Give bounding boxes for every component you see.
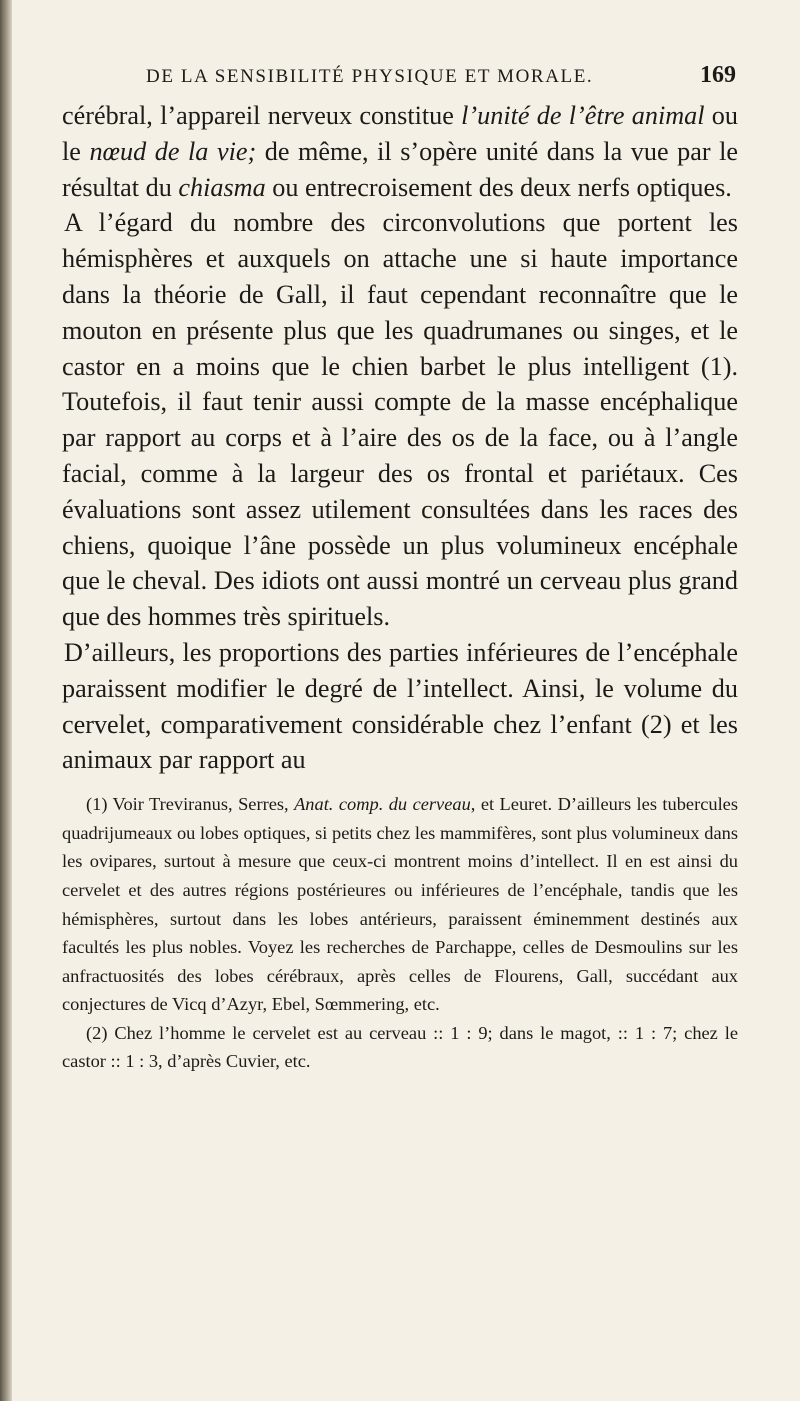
book-page bbox=[62, 62, 738, 1076]
book-gutter bbox=[0, 0, 12, 1401]
paragraph-1: cérébral, l’appareil nerveux constitue l’unité de l’être animal ou le nœud de la vie; de même, il s’opère unité dans la vue par le résultat du chiasma ou entrecroisement des deux nerfs optiques. bbox=[62, 101, 739, 202]
paragraph-3: D’ailleurs, les proportions des parties inférieures de l’encéphale paraissent modifier le degré de l’intellect. Ainsi, le volume du cervelet, comparativement considérable chez l’enfant (2) et les animaux par rapport au bbox=[62, 637, 738, 775]
paragraph-2: A l’égard du nombre des circonvolutions que portent les hémisphères et auxquels on attache une si haute importance dans la théorie de Gall, il faut cependant reconnaître que le mouton en présente plus que les quadrumanes ou singes, et le castor en a moins que le chien barbet le plus intelligent (1). Toutefois, il faut tenir aussi compte de la masse encéphalique par rapport au corps et à l’aire des os de la face, ou à l’angle facial, comme à la largeur des os frontal et pariétaux. Ces évaluations sont assez utilement consultées dans les races des chiens, quoique l’âne possède un plus volumineux encéphale que le cheval. Des idiots ont aussi montré un cerveau plus grand que des hommes très spirituels. bbox=[62, 208, 738, 632]
footnotes bbox=[62, 790, 738, 1076]
main-text bbox=[62, 98, 738, 778]
running-head bbox=[62, 62, 738, 92]
footnote-1: (1) Voir Treviranus, Serres, Anat. comp. du cerveau, et Leuret. D’ailleurs les tubercules quadrijumeaux ou lobes optiques, si petits chez les mammifères, sont plus volumineux dans les ovipares, surtout à mesure que ceux-ci montrent moins d’intellect. Il en est ainsi du cervelet et des autres régions postérieures ou inférieures de l’encéphale, tandis que les hémisphères, surtout dans les lobes antérieurs, paraissent éminemment destinés aux facultés les plus nobles. Voyez les recherches de Parchappe, celles de Desmoulins sur les anfractuosités des lobes cérébraux, après celles de Flourens, Gall, succédant aux conjectures de Vicq d’Azyr, Ebel, Sœmmering, etc. bbox=[62, 794, 739, 1015]
page-number: 169 bbox=[700, 62, 736, 88]
footnote-2: (2) Chez l’homme le cervelet est au cerveau :: 1 : 9; dans le magot, :: 1 : 7; chez le castor :: 1 : 3, d’après Cuvier, etc. bbox=[62, 1022, 738, 1072]
running-head-title: DE LA SENSIBILITÉ PHYSIQUE ET MORALE. bbox=[146, 66, 594, 87]
